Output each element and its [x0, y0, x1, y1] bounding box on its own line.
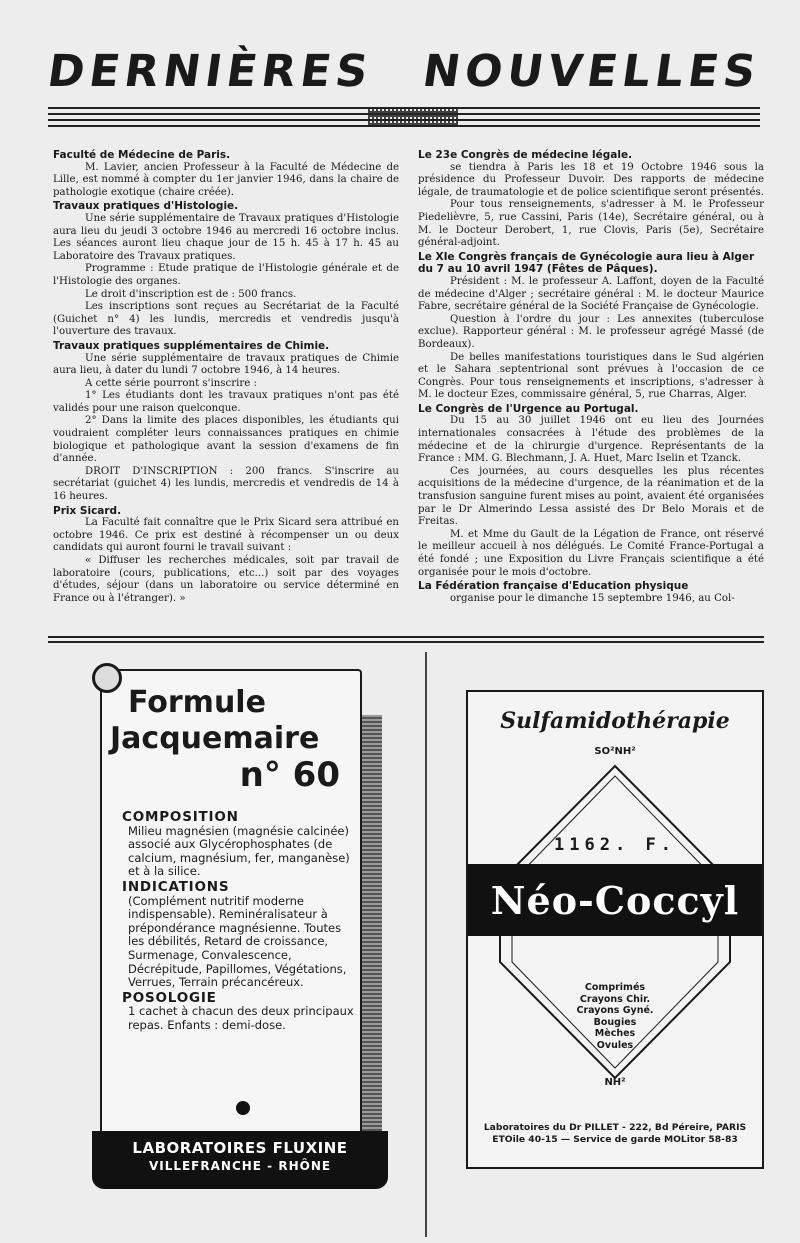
indications-label: INDICATIONS: [122, 878, 230, 895]
masthead: [44, 42, 764, 102]
banner-line-1: LABORATOIRES FLUXINE: [132, 1139, 348, 1157]
ad-jacquemaire: [92, 663, 388, 1193]
article-paragraph: Ces journées, au cours desquelles les plus récentes acquisitions de la médecine d'urgence, de la réanimation et de la transfusion sanguine furent mises au point, avaient été organisées par le Dr Almerindo Lessa assisté des Dr Belo Morais et de Freitas.: [418, 465, 764, 528]
lab-address: [468, 1122, 762, 1146]
ad-header: Sulfamidothérapie: [500, 708, 730, 734]
masthead-word-1: DERNIÈRES: [44, 46, 376, 97]
column-divider: [425, 652, 427, 1237]
masthead-rules: [48, 103, 760, 129]
left-column: [53, 148, 399, 605]
article-heading: La Fédération française d'Education physique: [418, 580, 689, 593]
lab-line-1: Laboratoires du Dr PILLET - 222, Bd Péreire, PARIS: [483, 1122, 747, 1133]
ad-body: [122, 809, 354, 1033]
article-paragraph: « Diffuser les recherches médicales, soit par travail de laboratoire (cours, publications, etc...) soit par des voyages d'études, séjour (dans un laboratoire ou service déterminé en France ou à l'étranger). »: [53, 555, 399, 604]
right-column: [418, 148, 764, 605]
article-heading: Faculté de Médecine de Paris.: [53, 149, 231, 161]
article-heading: Travaux pratiques d'Histologie.: [53, 200, 239, 213]
article-heading: Le Congrès de l'Urgence au Portugal.: [418, 402, 639, 415]
article-heading: Travaux pratiques supplémentaires de Chimie.: [53, 339, 330, 352]
formula-bottom: NH²: [604, 1077, 626, 1088]
article-heading: Prix Sicard.: [53, 504, 122, 517]
article-paragraph: Une série supplémentaire de travaux pratiques de Chimie aura lieu, à dater du lundi 7 octobre 1946, à 14 heures.: [53, 352, 399, 377]
article-paragraph: Les inscriptions sont reçues au Secrétariat de la Faculté (Guichet n° 4) les lundis, mercredis et vendredis jusqu'à l'ouverture des travaux.: [53, 301, 399, 338]
product-code: 1162. F.: [554, 835, 676, 855]
article-paragraph: 1° Les étudiants dont les travaux pratiques n'ont pas été validés pour une raison quelconque.: [53, 390, 399, 414]
section-divider: [48, 641, 764, 643]
ad-title-line-3: n° 60: [239, 755, 340, 795]
lab-line-2: ETOile 40-15 — Service de garde MOLitor 58-83: [492, 1134, 738, 1145]
form-item: Crayons Gyné.: [576, 1005, 654, 1016]
article-paragraph: De belles manifestations touristiques dans le Sud algérien et le Sahara septentrional sont prévues à l'occasion de ce Congrès. Pour tous renseignements et inscriptions, s'adresser à M. le docteur Ezes, commissaire général, 5, rue Charras, Alger.: [418, 351, 764, 401]
article-paragraph: A cette série pourront s'inscrire :: [85, 377, 257, 389]
masthead-ornament: [368, 107, 458, 125]
section-divider: [48, 636, 764, 638]
article-heading: Le XIe Congrès français de Gynécologie aura lieu à Alger du 7 au 10 avril 1947 (Fêtes de Pâques).: [418, 250, 755, 276]
article-paragraph: M. et Mme du Gault de la Légation de France, ont réservé le meilleur accueil à nos délégués. Le Comité France-Portugal a été fondé ; une Exposition du Livre Français scientifique a été organisée pour le mois d'octobre.: [418, 528, 764, 578]
ad-title-line-2: Jacquemaire: [110, 721, 320, 756]
article-paragraph: Le droit d'inscription est de : 500 francs.: [85, 288, 297, 300]
article-paragraph: organise pour le dimanche 15 septembre 1946, au Col-: [450, 592, 735, 604]
formula-top: SO²NH²: [594, 746, 636, 757]
bullet-dot-icon: [236, 1101, 250, 1115]
banner-line-2: VILLEFRANCHE - RHÔNE: [148, 1159, 332, 1173]
article-paragraph: Du 15 au 30 juillet 1946 ont eu lieu des Journées internationales consacrées à l'étude des problèmes de la médecine et de la chirurgie d'urgence. Représentants de la France : MM. G. Blechmann, J. A. Huet, Marc Iselin et Tzanck.: [418, 415, 764, 465]
posologie-text: 1 cachet à chacun des deux principaux repas. Enfants : demi-dose.: [128, 1004, 354, 1032]
article-paragraph: 2° Dans la limite des places disponibles, les étudiants qui voudraient compléter leurs connaissances pratiques en chimie biologique et pathologique avant la session d'examens de fin d'année.: [53, 415, 399, 465]
form-item: Comprimés: [584, 982, 646, 993]
forms-list: [468, 982, 762, 1051]
article-paragraph: Question à l'ordre du jour : Les annexites (tuberculose exclue). Rapporteur général : M. le professeur agrégé Massé (de Bordeaux).: [418, 313, 764, 350]
brand-name: Néo-Coccyl: [468, 864, 762, 936]
ad-neo-coccyl: [466, 690, 764, 1169]
ad-banner: [92, 1131, 388, 1189]
article-paragraph: M. Lavier, ancien Professeur à la Faculté de Médecine de Lille, est nommé à compter du 1er janvier 1946, dans la chaire de pathologie exotique (chaire créée).: [53, 161, 399, 198]
posologie-label: POSOLOGIE: [122, 989, 217, 1006]
article-paragraph: Programme : Etude pratique de l'Histologie générale et de l'Histologie des organes.: [53, 263, 399, 287]
article-paragraph: DROIT D'INSCRIPTION : 200 francs. S'inscrire au secrétariat (guichet 4) les lundis, mercredis et vendredis de 14 à 16 heures.: [53, 465, 399, 503]
composition-text: Milieu magnésien (magnésie calcinée) associé aux Glycérophosphates (de calcium, magnésium, fer, manganèse) et à la silice.: [128, 823, 350, 879]
article-heading: Le 23e Congrès de médecine légale.: [418, 149, 633, 161]
ad-title: [110, 685, 346, 793]
composition-label: COMPOSITION: [122, 809, 239, 825]
ad-title-line-1: Formule: [128, 685, 266, 720]
masthead-word-2: NOUVELLES: [419, 46, 764, 97]
indications-text: (Complément nutritif moderne indispensable). Reminéralisateur à prépondérance magnésienne. Toutes les débilités, Retard de croissance, Surmenage, Convalescence, Décrépitude, Papillomes, Végétations, Verrues, Terrain précancéreux.: [128, 893, 347, 990]
article-paragraph: se tiendra à Paris les 18 et 19 Octobre 1946 sous la présidence du Professeur Duvoir. Des rapports de médecine légale, de traumatologie et de police scientifique seront présentés.: [418, 161, 764, 198]
form-item: Crayons Chir.: [579, 993, 651, 1005]
article-paragraph: La Faculté fait connaître que le Prix Sicard sera attribué en octobre 1946. Ce prix est destiné à récompenser un ou deux candidats qui auront fourni le travail suivant :: [53, 517, 399, 554]
article-paragraph: Président : M. le professeur A. Laffont, doyen de la Faculté de médecine d'Alger ; secrétaire général : M. le docteur Maurice Fabre, secrétaire général de la Société Française de Gynécologie.: [418, 275, 764, 313]
form-item: Ovules: [596, 1039, 634, 1051]
article-paragraph: Une série supplémentaire de Travaux pratiques d'Histologie aura lieu du jeudi 3 octobre 1946 au mercredi 16 octobre inclus. Les séances auront lieu chaque jour de 15 h. 45 à 17 h. 45 au Laboratoire des Travaux pratiques.: [53, 212, 399, 262]
form-item: Mèches: [594, 1028, 636, 1039]
form-item: Bougies: [593, 1016, 637, 1028]
article-paragraph: Pour tous renseignements, s'adresser à M. le Professeur Piedelièvre, 5, rue Cassini, Paris (14e), Secrétaire général, ou à M. le Docteur Derobert, 1, rue Clovis, Paris (5e), Secrétaire général-adjoint.: [418, 199, 764, 249]
